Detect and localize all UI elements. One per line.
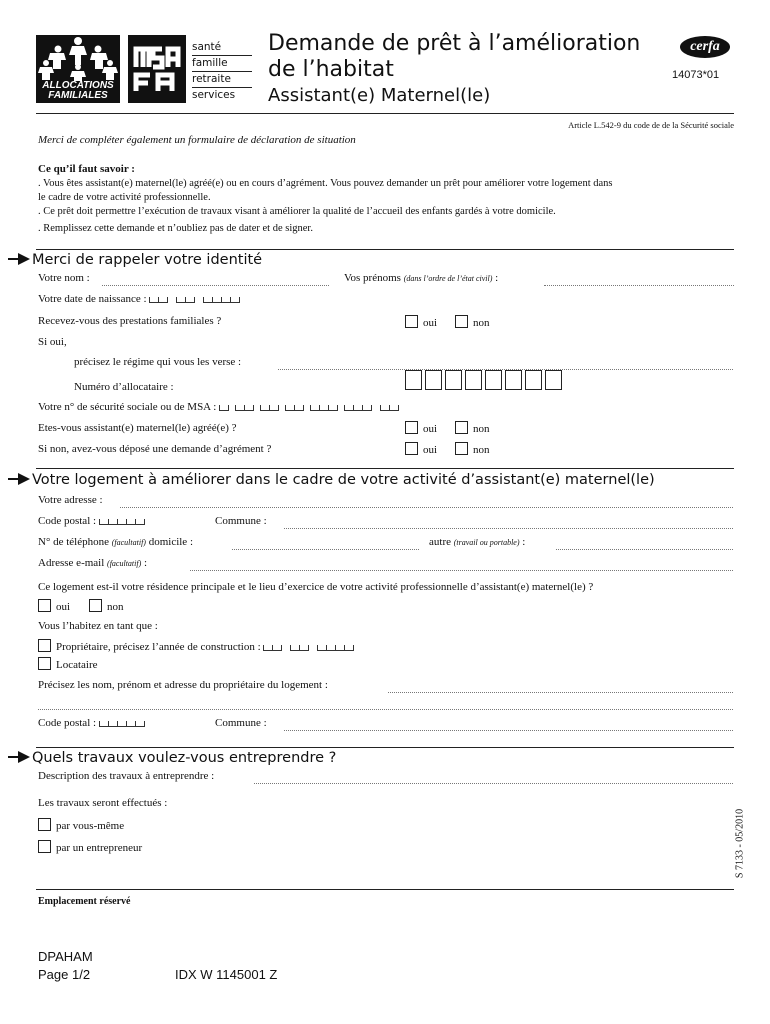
agrement-oui-option[interactable] — [405, 442, 437, 456]
prestations-label: Recevez-vous des prestations familiales ? — [38, 315, 222, 327]
nom-label: Votre nom : — [38, 272, 90, 284]
residence-non-option[interactable] — [89, 599, 124, 613]
autre-hint: (travail ou portable) — [453, 538, 520, 547]
habitez-label: Vous l’habitez en tant que : — [38, 620, 158, 632]
option-pro-label: par un entrepreneur — [56, 842, 143, 854]
autre-label: autre — [429, 536, 451, 548]
birth-day-boxes[interactable] — [149, 297, 168, 303]
residence-oui-label: oui — [56, 601, 71, 613]
header-rule — [36, 113, 734, 114]
birth-year-boxes[interactable] — [203, 297, 240, 303]
locataire-option[interactable] — [38, 657, 98, 671]
prestations-non-checkbox[interactable] — [455, 315, 468, 328]
section-travaux-title — [18, 750, 336, 766]
section-logement-title — [18, 472, 655, 488]
info-bullet-1 — [38, 177, 738, 205]
agree-oui-option[interactable] — [405, 421, 437, 435]
prenoms-hint: (dans l’ordre de l’état civil) — [403, 274, 493, 283]
option-self-label: par vous-même — [56, 820, 125, 832]
email-hint: (facultatif) — [107, 559, 142, 568]
prestations-oui-label: oui — [423, 317, 438, 329]
agree-oui-checkbox[interactable] — [405, 421, 418, 434]
tel-domicile-field[interactable] — [232, 549, 419, 550]
cerfa-logo-text: cerfa — [690, 39, 720, 54]
footer-idx: IDX W 1145001 Z — [175, 967, 278, 982]
proprio-info-field-2[interactable] — [38, 709, 733, 710]
section-arrow-icon — [18, 253, 30, 265]
email-row — [38, 557, 147, 569]
cp2-boxes[interactable] — [99, 721, 145, 727]
msa-words — [192, 40, 252, 103]
agrement-non-label: non — [473, 444, 490, 456]
prestations-non-option[interactable] — [455, 315, 490, 329]
form-title-line1: Demande de prêt à l’amélioration — [268, 31, 641, 56]
proprio-info-field-1[interactable] — [388, 692, 733, 693]
email-field[interactable] — [190, 570, 733, 571]
caf-logo-line2: FAMILIALES — [48, 90, 108, 101]
commune2-field[interactable] — [284, 730, 733, 731]
caf-logo-line1: ALLOCATIONS — [42, 80, 114, 91]
agree-non-label: non — [473, 423, 490, 435]
effectues-label: Les travaux seront effectués : — [38, 797, 168, 809]
option-self-checkbox[interactable] — [38, 818, 51, 831]
adresse-label: Votre adresse : — [38, 494, 103, 506]
autre-colon: : — [522, 536, 526, 548]
secu-key-boxes[interactable] — [380, 405, 399, 411]
article-reference: Article L.542-9 du code de de la Sécurité sociale — [568, 120, 734, 130]
info-bullet-1-line2: le cadre de votre activité professionnelle. — [38, 192, 211, 203]
reserved-rule — [36, 889, 734, 890]
cerfa-logo — [680, 36, 730, 58]
proprietaire-label: Propriétaire, précisez l’année de construction : — [56, 641, 261, 653]
info-heading: Ce qu’il faut savoir : — [38, 163, 135, 175]
section-rule-travaux — [36, 747, 734, 748]
cp-boxes[interactable] — [99, 519, 145, 525]
construction-year-boxes[interactable] — [263, 645, 282, 651]
msa-word-services: services — [192, 89, 236, 101]
locataire-checkbox[interactable] — [38, 657, 51, 670]
tel-label: N° de téléphone — [38, 536, 109, 548]
reserved-label: Emplacement réservé — [38, 896, 131, 907]
secu-number-boxes[interactable] — [219, 405, 229, 411]
footer-page: Page 1/2 — [38, 967, 91, 982]
section-rule-logement — [36, 468, 734, 469]
info-bullet-2: . Ce prêt doit permettre l’exécution de travaux visant à améliorer la qualité de l’accueil des enfants gardés à votre domicile. — [38, 206, 556, 217]
msa-word-famille: famille — [192, 56, 252, 72]
form-title-line2: de l’habitat — [268, 57, 394, 82]
section-identity-title — [18, 252, 262, 268]
proprio-info-label: Précisez les nom, prénom et adresse du propriétaire du logement : — [38, 679, 328, 691]
msa-word-sante: santé — [192, 40, 252, 56]
section-rule-identity — [36, 249, 734, 250]
prenoms-label-text: Vos prénoms — [344, 272, 401, 284]
agree-non-option[interactable] — [455, 421, 490, 435]
residence-oui-option[interactable] — [38, 599, 70, 613]
option-pro[interactable] — [38, 840, 142, 854]
caf-logo — [36, 35, 120, 103]
section-identity-text: Merci de rappeler votre identité — [32, 252, 263, 268]
birth-month-boxes[interactable] — [176, 297, 195, 303]
residence-question: Ce logement est-il votre résidence principale et le lieu d’exercice de votre activité professionnelle d’assistant(e) maternel(le) ? — [38, 581, 594, 593]
agrement-oui-checkbox[interactable] — [405, 442, 418, 455]
nom-field[interactable] — [102, 285, 329, 286]
proprietaire-checkbox[interactable] — [38, 639, 51, 652]
footer-form-code: DPAHAM — [38, 949, 93, 964]
option-self[interactable] — [38, 818, 124, 832]
caf-family-icon — [36, 35, 120, 81]
section-logement-text: Votre logement à améliorer dans le cadre de votre activité d’assistant(e) maternel(le) — [32, 472, 655, 488]
allocataire-label: Numéro d’allocataire : — [74, 381, 174, 393]
residence-oui-checkbox[interactable] — [38, 599, 51, 612]
tel-row — [38, 536, 193, 548]
proprietaire-option[interactable] — [38, 639, 354, 653]
regime-label: précisez le régime qui vous les verse : — [74, 356, 242, 368]
commune-field[interactable] — [284, 528, 733, 529]
domicile-label: domicile : — [148, 536, 193, 548]
autre-row — [429, 536, 525, 548]
cp-row — [38, 515, 145, 527]
description-field[interactable] — [254, 783, 733, 784]
side-code: S 7133 - 05/2010 — [734, 808, 746, 879]
adresse-field[interactable] — [120, 507, 733, 508]
prenoms-colon: : — [495, 272, 499, 284]
option-pro-checkbox[interactable] — [38, 840, 51, 853]
tel-hint: (facultatif) — [111, 538, 146, 547]
info-bullet-3: . Remplissez cette demande et n’oubliez pas de dater et de signer. — [38, 223, 313, 234]
msa-word-retraite: retraite — [192, 72, 252, 88]
msa-mark-icon — [128, 35, 186, 103]
secu-row — [38, 401, 399, 413]
section-arrow-icon — [18, 473, 30, 485]
agrement-non-checkbox[interactable] — [455, 442, 468, 455]
commune-label: Commune : — [215, 515, 267, 527]
cerfa-number: 14073*01 — [672, 69, 720, 81]
birth-row — [38, 293, 240, 305]
cp2-label: Code postal : — [38, 717, 97, 729]
info-bullet-1-line1: . Vous êtes assistant(e) maternel(le) agréé(e) ou en cours d’agrément. Vous pouvez demander un prêt pour améliorer votre logement dans — [38, 178, 613, 189]
form-subtitle: Assistant(e) Maternel(le) — [268, 85, 491, 106]
commune2-label: Commune : — [215, 717, 267, 729]
allocataire-boxes[interactable] — [405, 370, 565, 395]
birth-label: Votre date de naissance : — [38, 293, 147, 305]
prestations-oui-checkbox[interactable] — [405, 315, 418, 328]
section-arrow-icon — [18, 751, 30, 763]
agree-label: Etes-vous assistant(e) maternel(le) agréé(e) ? — [38, 422, 237, 434]
description-label: Description des travaux à entreprendre : — [38, 770, 215, 782]
agrement-label: Si non, avez-vous déposé une demande d’agrément ? — [38, 443, 272, 455]
agrement-oui-label: oui — [423, 444, 438, 456]
cp-label: Code postal : — [38, 515, 97, 527]
tel-autre-field[interactable] — [556, 549, 733, 550]
email-label: Adresse e-mail — [38, 557, 105, 569]
residence-non-checkbox[interactable] — [89, 599, 102, 612]
residence-non-label: non — [107, 601, 124, 613]
prenoms-field[interactable] — [544, 285, 734, 286]
locataire-label: Locataire — [56, 659, 98, 671]
msa-logo — [128, 35, 186, 103]
secu-label: Votre n° de sécurité sociale ou de MSA : — [38, 401, 217, 413]
prestations-non-label: non — [473, 317, 490, 329]
agrement-non-option[interactable] — [455, 442, 490, 456]
si-oui-label: Si oui, — [38, 336, 67, 348]
section-travaux-text: Quels travaux voulez-vous entreprendre ? — [32, 750, 337, 766]
cp2-row — [38, 717, 145, 729]
agree-non-checkbox[interactable] — [455, 421, 468, 434]
agree-oui-label: oui — [423, 423, 438, 435]
prestations-oui-option[interactable] — [405, 315, 437, 329]
email-colon: : — [144, 557, 148, 569]
prenoms-label — [344, 272, 498, 284]
intro-note: Merci de compléter également un formulaire de déclaration de situation — [38, 134, 356, 146]
